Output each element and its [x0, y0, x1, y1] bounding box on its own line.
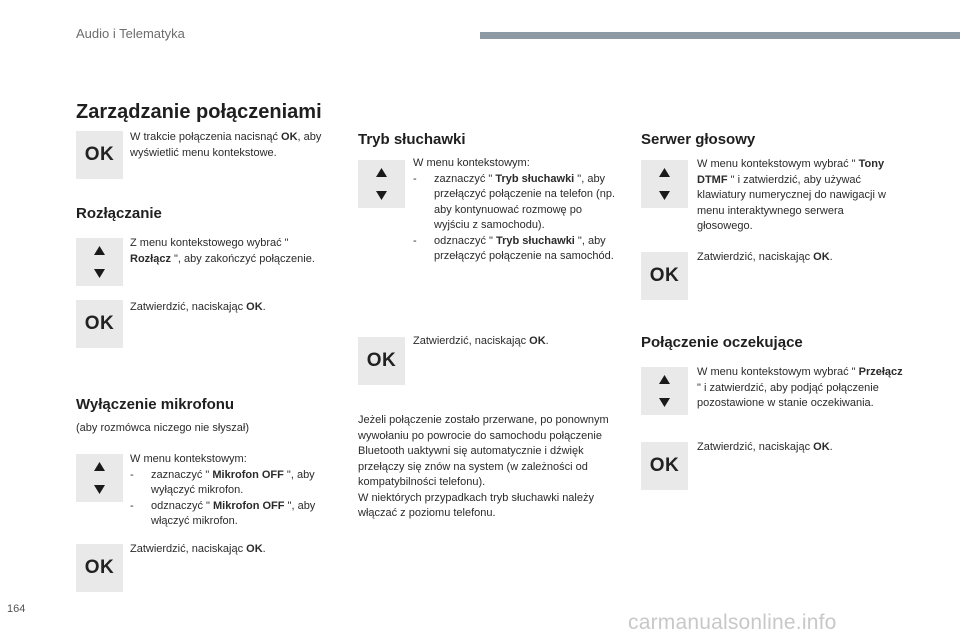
arrows-icon — [641, 367, 688, 415]
section-title-mute: Wyłączenie mikrofonu — [76, 396, 235, 413]
intro-text: W trakcie połączenia nacisnąć OK, aby wyświetlić menu kontekstowe. — [130, 131, 322, 159]
watermark: carmanualsonline.info — [628, 611, 837, 634]
list-item: - odznaczyć " Mikrofon OFF ", aby włączyć mikrofon. — [130, 499, 330, 530]
arrows-icon — [76, 454, 123, 502]
section-title-handset: Tryb słuchawki — [358, 131, 466, 148]
section-title-disconnect: Rozłączanie — [76, 205, 162, 222]
arrow-down-icon — [659, 191, 670, 200]
list-item: - zaznaczyć " Tryb słuchawki ", aby przełączyć połączenie na telefon (np. aby kontynuować rozmowę po wyjściu z samochodu). — [413, 172, 618, 234]
handset-note: Jeżeli połączenie zostało przerwane, po ponownym wywołaniu po powrocie do samochodu połączenie Bluetooth uaktywni się automatycznie i dźwięk przełączy się znów na system (w zależności od kompatybilności telefonu). W niektórych przypadkach tryb słuchawki należy włączać z poziomu telefonu. — [358, 414, 609, 519]
arrow-up-icon — [94, 462, 105, 471]
handset-confirm: Zatwierdzić, naciskając OK. — [413, 335, 549, 347]
section-title-waiting-call: Połączenie oczekujące — [641, 334, 803, 351]
arrow-up-icon — [94, 246, 105, 255]
section-title-voice-server: Serwer głosowy — [641, 131, 756, 148]
ok-button-icon: OK — [76, 544, 123, 592]
ok-button-icon: OK — [641, 252, 688, 300]
voice-step: W menu kontekstowym wybrać " Tony DTMF " i zatwierdzić, aby używać klawiatury numerycznej do nawigacji w menu interaktywnego serwera głosowego. — [697, 158, 886, 232]
list-item: - zaznaczyć " Mikrofon OFF ", aby wyłączyć mikrofon. — [130, 468, 330, 499]
waiting-confirm: Zatwierdzić, naciskając OK. — [697, 441, 833, 453]
list-item: - odznaczyć " Tryb słuchawki ", aby przełączyć połączenie na samochód. — [413, 234, 618, 265]
arrow-up-icon — [659, 375, 670, 384]
disconnect-step: Z menu kontekstowego wybrać " Rozłącz ", aby zakończyć połączenie. — [130, 237, 315, 265]
waiting-step: W menu kontekstowym wybrać " Przełącz " i zatwierdzić, aby podjąć połączenie pozostawione w stanie oczekiwania. — [697, 366, 903, 409]
mute-confirm: Zatwierdzić, naciskając OK. — [130, 543, 266, 555]
mute-steps: W menu kontekstowym: - zaznaczyć " Mikrofon OFF ", aby wyłączyć mikrofon. - odznaczyć " Mikrofon OFF ", aby włączyć mikrofon. — [130, 452, 330, 530]
arrow-down-icon — [376, 191, 387, 200]
header-bar — [480, 32, 960, 39]
handset-steps: W menu kontekstowym: - zaznaczyć " Tryb słuchawki ", aby przełączyć połączenie na telefon (np. aby kontynuować rozmowę po wyjściu z samochodu). - odznaczyć " Tryb słuchawki ", aby przełączyć połączenie na samochód. — [413, 156, 618, 265]
voice-confirm: Zatwierdzić, naciskając OK. — [697, 251, 833, 263]
arrows-icon — [641, 160, 688, 208]
arrow-down-icon — [94, 485, 105, 494]
ok-button-icon: OK — [76, 131, 123, 179]
running-header: Audio i Telematyka — [76, 26, 185, 41]
arrow-up-icon — [376, 168, 387, 177]
arrow-down-icon — [94, 269, 105, 278]
arrows-icon — [358, 160, 405, 208]
mute-subtitle: (aby rozmówca niczego nie słyszał) — [76, 422, 250, 434]
ok-button-icon: OK — [641, 442, 688, 490]
ok-button-icon: OK — [76, 300, 123, 348]
arrow-up-icon — [659, 168, 670, 177]
page-title: Zarządzanie połączeniami — [76, 101, 322, 123]
ok-button-icon: OK — [358, 337, 405, 385]
page-number: 164 — [7, 603, 26, 615]
arrows-icon — [76, 238, 123, 286]
disconnect-confirm: Zatwierdzić, naciskając OK. — [130, 301, 266, 313]
arrow-down-icon — [659, 398, 670, 407]
